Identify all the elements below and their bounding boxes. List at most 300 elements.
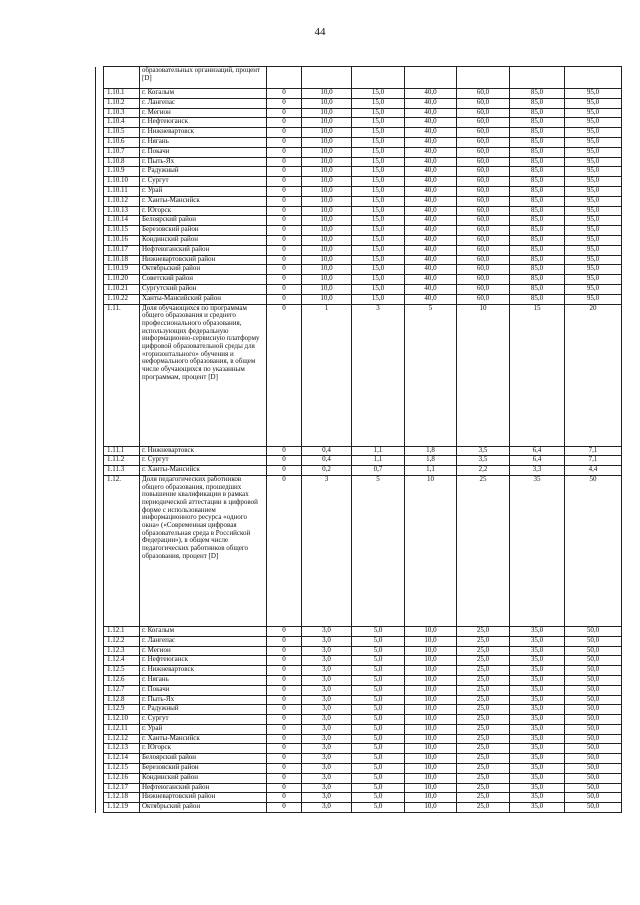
row-value: 10,0 bbox=[302, 118, 352, 128]
row-value: 5 bbox=[405, 304, 457, 446]
row-value: 15,0 bbox=[352, 216, 405, 226]
row-value: 3,0 bbox=[302, 724, 352, 734]
table-row bbox=[96, 656, 622, 666]
row-code: 1.12.4 bbox=[104, 656, 140, 666]
row-margin-cell bbox=[96, 108, 104, 118]
row-value: 0 bbox=[267, 196, 302, 206]
row-value: 5,0 bbox=[352, 705, 405, 715]
table-row bbox=[96, 793, 622, 803]
row-value: 10,0 bbox=[405, 724, 457, 734]
row-value: 3,0 bbox=[302, 695, 352, 705]
row-code: 1.12.6 bbox=[104, 675, 140, 685]
row-indicator-name: Советский район bbox=[140, 275, 267, 285]
row-value: 10,0 bbox=[405, 695, 457, 705]
row-margin-cell bbox=[96, 304, 104, 446]
row-value bbox=[302, 67, 352, 89]
row-value: 85,0 bbox=[510, 98, 565, 108]
row-value: 5,0 bbox=[352, 783, 405, 793]
row-code: 1.10.5 bbox=[104, 128, 140, 138]
row-value: 50,0 bbox=[565, 773, 622, 783]
row-value: 20 bbox=[565, 304, 622, 446]
row-code: 1.12.17 bbox=[104, 783, 140, 793]
row-indicator-name: Нефтеюганский район bbox=[140, 783, 267, 793]
row-margin-cell bbox=[96, 685, 104, 695]
row-value: 40,0 bbox=[405, 255, 457, 265]
row-value: 10,0 bbox=[302, 89, 352, 99]
row-value: 10,0 bbox=[302, 98, 352, 108]
row-value: 5,0 bbox=[352, 685, 405, 695]
row-indicator-name: г. Лангепас bbox=[140, 636, 267, 646]
row-value: 10,0 bbox=[302, 177, 352, 187]
row-code: 1.12.3 bbox=[104, 646, 140, 656]
row-value: 35,0 bbox=[510, 715, 565, 725]
row-value: 3,0 bbox=[302, 734, 352, 744]
row-code: 1.12.10 bbox=[104, 715, 140, 725]
row-indicator-name: г. Югорск bbox=[140, 744, 267, 754]
row-value: 0 bbox=[267, 284, 302, 294]
row-value: 50,0 bbox=[565, 724, 622, 734]
row-value: 10,0 bbox=[302, 157, 352, 167]
row-value: 35,0 bbox=[510, 636, 565, 646]
row-margin-cell bbox=[96, 793, 104, 803]
row-value: 35,0 bbox=[510, 724, 565, 734]
row-margin-cell bbox=[96, 724, 104, 734]
row-indicator-name: г. Сургут bbox=[140, 715, 267, 725]
row-indicator-name: Кондинский район bbox=[140, 773, 267, 783]
row-value: 0 bbox=[267, 226, 302, 236]
row-value: 6,4 bbox=[510, 456, 565, 466]
row-value: 40,0 bbox=[405, 128, 457, 138]
row-value: 40,0 bbox=[405, 108, 457, 118]
row-value: 5,0 bbox=[352, 715, 405, 725]
row-value: 0,4 bbox=[302, 446, 352, 456]
row-value: 50,0 bbox=[565, 646, 622, 656]
row-value: 0 bbox=[267, 626, 302, 636]
row-value: 85,0 bbox=[510, 157, 565, 167]
row-value: 40,0 bbox=[405, 167, 457, 177]
row-value: 85,0 bbox=[510, 118, 565, 128]
row-value: 10,0 bbox=[302, 235, 352, 245]
row-value: 10,0 bbox=[302, 167, 352, 177]
row-value: 25,0 bbox=[457, 754, 510, 764]
row-value: 95,0 bbox=[565, 118, 622, 128]
row-value: 95,0 bbox=[565, 177, 622, 187]
row-code: 1.11.2 bbox=[104, 456, 140, 466]
table-row bbox=[96, 67, 622, 89]
row-value: 95,0 bbox=[565, 128, 622, 138]
row-value: 1,8 bbox=[405, 446, 457, 456]
row-margin-cell bbox=[96, 666, 104, 676]
row-value: 0 bbox=[267, 734, 302, 744]
row-value: 5,0 bbox=[352, 734, 405, 744]
row-value: 15,0 bbox=[352, 177, 405, 187]
row-value: 5,0 bbox=[352, 744, 405, 754]
row-value: 35,0 bbox=[510, 793, 565, 803]
row-margin-cell bbox=[96, 695, 104, 705]
row-value: 60,0 bbox=[457, 206, 510, 216]
table-row bbox=[96, 685, 622, 695]
row-value: 0 bbox=[267, 666, 302, 676]
row-value: 3,5 bbox=[457, 456, 510, 466]
row-margin-cell bbox=[96, 803, 104, 813]
row-margin-cell bbox=[96, 275, 104, 285]
row-value: 95,0 bbox=[565, 196, 622, 206]
row-margin-cell bbox=[96, 265, 104, 275]
row-value: 40,0 bbox=[405, 118, 457, 128]
row-value: 35,0 bbox=[510, 773, 565, 783]
row-value: 85,0 bbox=[510, 275, 565, 285]
row-value: 95,0 bbox=[565, 147, 622, 157]
row-value: 40,0 bbox=[405, 186, 457, 196]
row-code: 1.10.11 bbox=[104, 186, 140, 196]
row-value: 10,0 bbox=[302, 284, 352, 294]
row-value: 60,0 bbox=[457, 255, 510, 265]
row-value: 35,0 bbox=[510, 754, 565, 764]
row-value: 10,0 bbox=[405, 705, 457, 715]
row-code: 1.12.9 bbox=[104, 705, 140, 715]
row-indicator-name: г. Нижневартовск bbox=[140, 128, 267, 138]
row-value: 15,0 bbox=[352, 89, 405, 99]
row-value: 0 bbox=[267, 206, 302, 216]
row-indicator-name: г. Пыть-Ях bbox=[140, 157, 267, 167]
row-value: 15,0 bbox=[352, 157, 405, 167]
row-value: 3,0 bbox=[302, 675, 352, 685]
row-value: 35,0 bbox=[510, 744, 565, 754]
row-value: 0 bbox=[267, 793, 302, 803]
row-value: 95,0 bbox=[565, 98, 622, 108]
row-indicator-name: г. Урай bbox=[140, 724, 267, 734]
row-code: 1.10.12 bbox=[104, 196, 140, 206]
row-value: 50,0 bbox=[565, 793, 622, 803]
row-value: 3,0 bbox=[302, 744, 352, 754]
row-value: 85,0 bbox=[510, 167, 565, 177]
row-value: 0 bbox=[267, 265, 302, 275]
row-value: 3,0 bbox=[302, 773, 352, 783]
row-code: 1.12.13 bbox=[104, 744, 140, 754]
row-value: 85,0 bbox=[510, 284, 565, 294]
row-value: 15 bbox=[510, 304, 565, 446]
row-value: 0 bbox=[267, 108, 302, 118]
row-value: 85,0 bbox=[510, 206, 565, 216]
row-value: 85,0 bbox=[510, 128, 565, 138]
row-margin-cell bbox=[96, 245, 104, 255]
row-value: 10,0 bbox=[302, 265, 352, 275]
row-value: 95,0 bbox=[565, 255, 622, 265]
row-value: 25,0 bbox=[457, 734, 510, 744]
row-margin-cell bbox=[96, 675, 104, 685]
row-value: 85,0 bbox=[510, 196, 565, 206]
row-value: 50 bbox=[565, 475, 622, 626]
row-value: 6,4 bbox=[510, 446, 565, 456]
row-code: 1.10.16 bbox=[104, 235, 140, 245]
row-value: 10,0 bbox=[302, 216, 352, 226]
table-row bbox=[96, 294, 622, 304]
table-row bbox=[96, 304, 622, 446]
table-row bbox=[96, 235, 622, 245]
row-value: 15,0 bbox=[352, 265, 405, 275]
row-margin-cell bbox=[96, 196, 104, 206]
row-value: 25,0 bbox=[457, 636, 510, 646]
table-row bbox=[96, 626, 622, 636]
row-indicator-name: г. Радужный bbox=[140, 167, 267, 177]
row-value: 15,0 bbox=[352, 128, 405, 138]
row-value: 5,0 bbox=[352, 793, 405, 803]
row-value: 25,0 bbox=[457, 705, 510, 715]
table-row bbox=[96, 226, 622, 236]
row-code: 1.11. bbox=[104, 304, 140, 446]
row-value: 85,0 bbox=[510, 216, 565, 226]
row-value: 35,0 bbox=[510, 705, 565, 715]
row-value: 2,2 bbox=[457, 466, 510, 476]
row-value: 3,0 bbox=[302, 656, 352, 666]
row-value: 3,0 bbox=[302, 783, 352, 793]
row-value: 60,0 bbox=[457, 177, 510, 187]
row-value: 10,0 bbox=[405, 636, 457, 646]
row-code: 1.10.22 bbox=[104, 294, 140, 304]
row-value: 0 bbox=[267, 466, 302, 476]
row-margin-cell bbox=[96, 466, 104, 476]
row-code: 1.10.4 bbox=[104, 118, 140, 128]
row-code: 1.12.5 bbox=[104, 666, 140, 676]
row-value: 0 bbox=[267, 118, 302, 128]
row-value: 50,0 bbox=[565, 783, 622, 793]
row-value: 60,0 bbox=[457, 118, 510, 128]
row-value: 60,0 bbox=[457, 186, 510, 196]
row-value: 0 bbox=[267, 128, 302, 138]
row-indicator-name: г. Сургут bbox=[140, 456, 267, 466]
row-value: 85,0 bbox=[510, 177, 565, 187]
row-indicator-name: г. Нефтеюганск bbox=[140, 656, 267, 666]
row-indicator-name: г. Лангепас bbox=[140, 98, 267, 108]
table-row bbox=[96, 177, 622, 187]
table-row bbox=[96, 734, 622, 744]
row-value: 40,0 bbox=[405, 89, 457, 99]
table-row bbox=[96, 128, 622, 138]
row-code: 1.12.1 bbox=[104, 626, 140, 636]
row-value: 0 bbox=[267, 235, 302, 245]
row-value: 0 bbox=[267, 724, 302, 734]
row-code: 1.12.14 bbox=[104, 754, 140, 764]
row-value: 25,0 bbox=[457, 724, 510, 734]
row-value: 10,0 bbox=[302, 128, 352, 138]
row-value: 25,0 bbox=[457, 666, 510, 676]
row-value: 10,0 bbox=[405, 764, 457, 774]
row-value: 3,3 bbox=[510, 466, 565, 476]
row-code: 1.11.3 bbox=[104, 466, 140, 476]
table-row bbox=[96, 265, 622, 275]
row-value: 15,0 bbox=[352, 206, 405, 216]
row-value: 15,0 bbox=[352, 167, 405, 177]
row-value: 0 bbox=[267, 803, 302, 813]
row-value: 25,0 bbox=[457, 646, 510, 656]
row-indicator-name: г. Урай bbox=[140, 186, 267, 196]
row-value: 10,0 bbox=[302, 206, 352, 216]
row-value: 3,0 bbox=[302, 646, 352, 656]
row-value: 0 bbox=[267, 186, 302, 196]
row-value: 40,0 bbox=[405, 265, 457, 275]
row-value: 0 bbox=[267, 656, 302, 666]
row-value: 40,0 bbox=[405, 245, 457, 255]
row-value: 0 bbox=[267, 783, 302, 793]
row-indicator-name: Нефтеюганский район bbox=[140, 245, 267, 255]
table-row bbox=[96, 284, 622, 294]
row-code: 1.12.19 bbox=[104, 803, 140, 813]
row-value: 15,0 bbox=[352, 275, 405, 285]
table-row bbox=[96, 675, 622, 685]
row-margin-cell bbox=[96, 89, 104, 99]
row-margin-cell bbox=[96, 118, 104, 128]
row-indicator-name: Ханты-Мансийский район bbox=[140, 294, 267, 304]
row-value: 0 bbox=[267, 147, 302, 157]
row-indicator-name: г. Сургут bbox=[140, 177, 267, 187]
row-value: 1,1 bbox=[352, 446, 405, 456]
row-value: 0 bbox=[267, 157, 302, 167]
row-value: 1,8 bbox=[405, 456, 457, 466]
row-value: 60,0 bbox=[457, 157, 510, 167]
row-margin-cell bbox=[96, 715, 104, 725]
row-value: 35,0 bbox=[510, 666, 565, 676]
table-row bbox=[96, 695, 622, 705]
row-value: 40,0 bbox=[405, 284, 457, 294]
table-row bbox=[96, 803, 622, 813]
table-body bbox=[96, 67, 622, 813]
row-code: 1.11.1 bbox=[104, 446, 140, 456]
row-value: 0,4 bbox=[302, 456, 352, 466]
row-margin-cell bbox=[96, 216, 104, 226]
row-indicator-name: г. Когалым bbox=[140, 89, 267, 99]
row-indicator-name: Березовский район bbox=[140, 226, 267, 236]
row-value: 15,0 bbox=[352, 196, 405, 206]
row-indicator-name: образовательных организаций, процент [D] bbox=[140, 67, 267, 89]
row-indicator-name: г. Мегион bbox=[140, 108, 267, 118]
row-value: 15,0 bbox=[352, 284, 405, 294]
table-row bbox=[96, 255, 622, 265]
row-value: 0 bbox=[267, 245, 302, 255]
row-value: 10,0 bbox=[302, 255, 352, 265]
row-code: 1.10.8 bbox=[104, 157, 140, 167]
row-value: 0 bbox=[267, 475, 302, 626]
row-code: 1.12.11 bbox=[104, 724, 140, 734]
row-value: 15,0 bbox=[352, 98, 405, 108]
table-row bbox=[96, 275, 622, 285]
row-value: 25,0 bbox=[457, 685, 510, 695]
row-indicator-name: Доля обучающихся по программам общего образования и среднего профессионального образования, использующих федеральную информационно-сервисную платформу цифровой образовательной среды для «горизонтального» обучения и неформального образования, в общем числе обучающихся по указанным программам, процент [D] bbox=[140, 304, 267, 446]
table-row bbox=[96, 783, 622, 793]
row-value: 5,0 bbox=[352, 656, 405, 666]
row-code: 1.12.15 bbox=[104, 764, 140, 774]
row-value: 50,0 bbox=[565, 656, 622, 666]
row-value: 50,0 bbox=[565, 744, 622, 754]
row-value: 95,0 bbox=[565, 89, 622, 99]
row-value: 60,0 bbox=[457, 98, 510, 108]
row-value: 5,0 bbox=[352, 675, 405, 685]
row-value: 5,0 bbox=[352, 764, 405, 774]
row-value: 95,0 bbox=[565, 275, 622, 285]
row-indicator-name: Кондинский район bbox=[140, 235, 267, 245]
row-value: 85,0 bbox=[510, 235, 565, 245]
row-value: 35,0 bbox=[510, 764, 565, 774]
row-value: 60,0 bbox=[457, 265, 510, 275]
row-indicator-name: г. Ханты-Мансийск bbox=[140, 466, 267, 476]
row-value: 10,0 bbox=[405, 734, 457, 744]
row-value: 3,0 bbox=[302, 754, 352, 764]
row-value: 95,0 bbox=[565, 108, 622, 118]
row-value: 3,0 bbox=[302, 803, 352, 813]
table-row bbox=[96, 206, 622, 216]
row-value: 60,0 bbox=[457, 216, 510, 226]
row-code: 1.10.19 bbox=[104, 265, 140, 275]
row-value: 5,0 bbox=[352, 646, 405, 656]
row-value: 60,0 bbox=[457, 235, 510, 245]
row-value: 50,0 bbox=[565, 675, 622, 685]
row-value: 25 bbox=[457, 475, 510, 626]
row-value: 85,0 bbox=[510, 226, 565, 236]
row-value: 1 bbox=[302, 304, 352, 446]
row-value: 15,0 bbox=[352, 186, 405, 196]
table-row bbox=[96, 108, 622, 118]
row-indicator-name: г. Пыть-Ях bbox=[140, 695, 267, 705]
row-value: 85,0 bbox=[510, 108, 565, 118]
row-value: 60,0 bbox=[457, 108, 510, 118]
row-value: 10,0 bbox=[302, 147, 352, 157]
row-value: 95,0 bbox=[565, 137, 622, 147]
table-row bbox=[96, 118, 622, 128]
table-row bbox=[96, 216, 622, 226]
row-value: 50,0 bbox=[565, 715, 622, 725]
table-row bbox=[96, 666, 622, 676]
row-value: 50,0 bbox=[565, 734, 622, 744]
row-indicator-name: Сургутский район bbox=[140, 284, 267, 294]
row-value: 35,0 bbox=[510, 626, 565, 636]
row-margin-cell bbox=[96, 255, 104, 265]
row-value: 85,0 bbox=[510, 147, 565, 157]
row-value: 4,4 bbox=[565, 466, 622, 476]
row-value: 40,0 bbox=[405, 147, 457, 157]
row-indicator-name: Нижневартовский район bbox=[140, 255, 267, 265]
row-value: 0 bbox=[267, 773, 302, 783]
row-value: 25,0 bbox=[457, 764, 510, 774]
row-value: 10,0 bbox=[405, 626, 457, 636]
row-value: 3,0 bbox=[302, 705, 352, 715]
row-value: 40,0 bbox=[405, 98, 457, 108]
row-value: 0 bbox=[267, 167, 302, 177]
row-value: 85,0 bbox=[510, 245, 565, 255]
row-margin-cell bbox=[96, 294, 104, 304]
row-value: 85,0 bbox=[510, 137, 565, 147]
row-value: 10,0 bbox=[302, 226, 352, 236]
row-value: 85,0 bbox=[510, 265, 565, 275]
row-margin-cell bbox=[96, 475, 104, 626]
row-value: 0 bbox=[267, 744, 302, 754]
table-row bbox=[96, 646, 622, 656]
row-value: 10 bbox=[405, 475, 457, 626]
row-value: 60,0 bbox=[457, 196, 510, 206]
row-value: 10,0 bbox=[405, 646, 457, 656]
row-value: 50,0 bbox=[565, 685, 622, 695]
row-value: 40,0 bbox=[405, 177, 457, 187]
row-margin-cell bbox=[96, 235, 104, 245]
row-value: 60,0 bbox=[457, 245, 510, 255]
row-value: 3,0 bbox=[302, 636, 352, 646]
row-value: 25,0 bbox=[457, 744, 510, 754]
row-indicator-name: г. Югорск bbox=[140, 206, 267, 216]
row-value: 40,0 bbox=[405, 196, 457, 206]
row-margin-cell bbox=[96, 626, 104, 636]
row-value: 10,0 bbox=[302, 137, 352, 147]
row-margin-cell bbox=[96, 446, 104, 456]
row-value: 0 bbox=[267, 705, 302, 715]
row-indicator-name: Октябрьский район bbox=[140, 803, 267, 813]
